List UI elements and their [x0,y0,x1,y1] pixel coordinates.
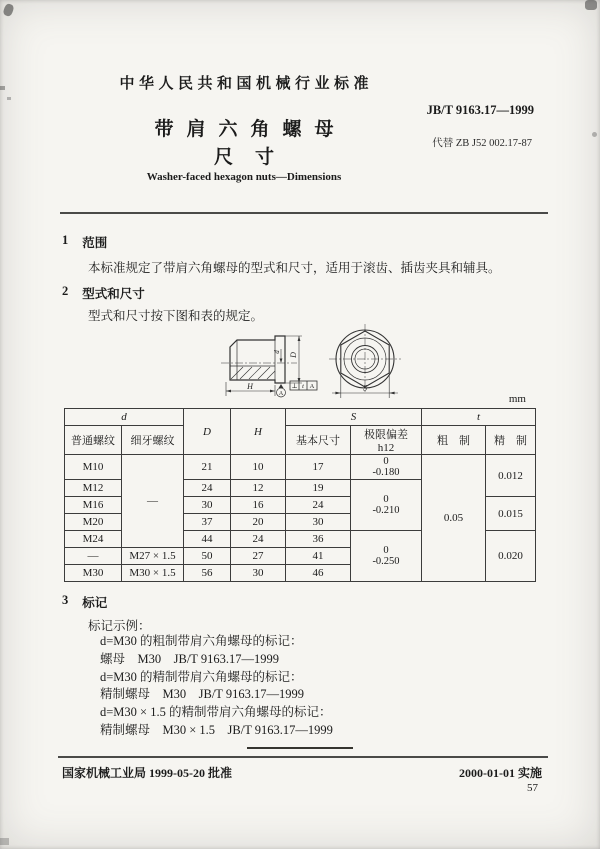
scan-artifact [7,97,11,100]
cell-S-deviation [351,531,422,582]
cell-H: 16 [231,497,286,514]
dim-S [332,375,398,398]
cell-coarse: — [65,548,122,565]
cell-D: 44 [184,531,231,548]
standard-org-title: 中华人民共和国机械行业标准 [119,76,373,92]
cell-H: 24 [231,531,286,548]
cell-S-basic: 19 [286,480,351,497]
cell-H: 12 [231,480,286,497]
cell-coarse: M12 [65,480,122,497]
nut-side-view [221,336,317,397]
cell-coarse: M24 [65,531,122,548]
section-2-heading [62,284,145,302]
section-2-number: 2 [62,284,69,298]
datum-label: A [278,390,284,397]
cell-D: 56 [184,565,231,582]
cell-S-basic: 46 [286,565,351,582]
cell-D: 21 [184,455,231,480]
col-H: H [231,409,286,455]
col-t-fine: 精 制 [486,426,536,455]
cell-t-fine: 0.015 [486,497,536,531]
cell-D: 24 [184,480,231,497]
section-1-heading [62,233,107,251]
scan-artifact [0,86,5,90]
document-title-cn-line1: 带肩六角螺母 [154,119,347,140]
col-S-deviation: 极限偏差 h12 [351,426,422,455]
col-group-t: t [422,409,536,426]
cell-t-rough: 0.05 [422,455,486,582]
standard-number: JB/T 9163.17—1999 [426,103,534,117]
dim-H [226,382,275,396]
col-S-basic: 基本尺寸 [286,426,351,455]
section-3-heading [62,593,107,611]
section-1-number: 1 [62,233,69,247]
cell-S-basic: 41 [286,548,351,565]
table-header-row-groups [65,409,536,426]
cell-S-basic: 30 [286,514,351,531]
marking-line: 精制螺母 M30 × 1.5 JB/T 9163.17—1999 [100,722,333,737]
marking-line: d=M30 的粗制带肩六角螺母的标记： [100,634,303,648]
cell-S-basic: 24 [286,497,351,514]
document-title-en: Washer-faced hexagon nuts—Dimensions [146,171,342,183]
scan-artifact [585,0,597,10]
marking-line: 螺母 M30 JB/T 9163.17—1999 [100,651,279,666]
dim-label-d: d [273,350,281,354]
cell-coarse: M16 [65,497,122,514]
col-group-d: d [65,409,184,426]
col-t-rough: 粗 制 [422,426,486,455]
supersedes-note: 代替 ZB J52 002.17-87 [432,138,532,149]
datum-symbol [277,384,286,397]
footer-short-rule [247,747,353,749]
section-3-number: 3 [62,593,69,607]
table-header-row-sub [65,426,536,455]
cell-t-fine: 0.012 [486,455,536,497]
cell-coarse: M10 [65,455,122,480]
section-hatching [231,341,275,379]
dim-label-D: D [289,352,298,358]
col-fine-thread: 细牙螺纹 [122,426,184,455]
cell-t-fine: 0.020 [486,531,536,582]
tolerance-value: t [302,383,304,390]
deviation-upper: 0 [383,493,389,505]
deviation-lower: -0.250 [372,556,400,567]
tolerance-frame [290,381,317,390]
cell-D: 30 [184,497,231,514]
cell-H: 30 [231,565,286,582]
cell-fine: M27 × 1.5 [122,548,184,565]
footer-rule [58,756,548,758]
col-coarse-thread: 普通螺纹 [65,426,122,455]
perpendicularity-icon: ⊥ [291,383,298,390]
approval-note: 国家机械工业局 1999-05-20 批准 [62,766,232,780]
marking-intro: 标记示例： [88,619,151,633]
cell-D: 50 [184,548,231,565]
cell-H: 27 [231,548,286,565]
cell-S-deviation [351,455,422,480]
section-2-title: 型式和尺寸 [82,287,145,301]
implementation-note: 2000-01-01 实施 [459,766,542,780]
cell-H: 20 [231,514,286,531]
dimensions-table [64,408,536,582]
cell-S-basic: 17 [286,455,351,480]
section-2-body: 型式和尺寸按下图和表的规定。 [88,309,264,323]
cell-H: 10 [231,455,286,480]
dim-label-S: S [363,383,367,393]
deviation-upper: 0 [383,455,389,467]
section-1-body: 本标准规定了带肩六角螺母的型式和尺寸，适用于滚齿、插齿夹具和辅具。 [88,261,501,275]
section-3-title: 标记 [82,596,108,610]
nut-technical-drawing [193,320,433,415]
deviation-upper: 0 [383,544,389,556]
cell-fine: M30 × 1.5 [122,565,184,582]
dim-label-H: H [247,382,253,391]
section-1-title: 范围 [82,236,108,250]
tolerance-datum: A [309,383,315,390]
marking-line: 精制螺母 M30 JB/T 9163.17—1999 [100,687,304,702]
scan-artifact [0,838,9,845]
document-title-cn-line2: 尺寸 [213,147,296,168]
scan-artifact [2,3,15,17]
scan-artifact [592,132,597,137]
cell-fine-none: — [122,455,184,548]
header-rule [60,212,548,214]
unit-label: mm [508,393,526,405]
col-D: D [184,409,231,455]
dim-d [273,349,282,363]
dim-D [285,336,302,383]
marking-line: d=M30 的精制带肩六角螺母的标记： [100,669,303,684]
cell-S-basic: 36 [286,531,351,548]
nut-top-view [329,324,401,398]
table-row [65,455,536,480]
deviation-lower: -0.180 [372,467,400,478]
deviation-lower: -0.210 [372,505,400,516]
page-number: 57 [527,782,538,794]
col-group-S: S [286,409,422,426]
cell-S-deviation [351,480,422,531]
marking-line: d=M30 × 1.5 的精制带肩六角螺母的标记： [100,705,332,720]
cell-D: 37 [184,514,231,531]
marking-examples [100,633,333,740]
cell-coarse: M20 [65,514,122,531]
cell-coarse: M30 [65,565,122,582]
